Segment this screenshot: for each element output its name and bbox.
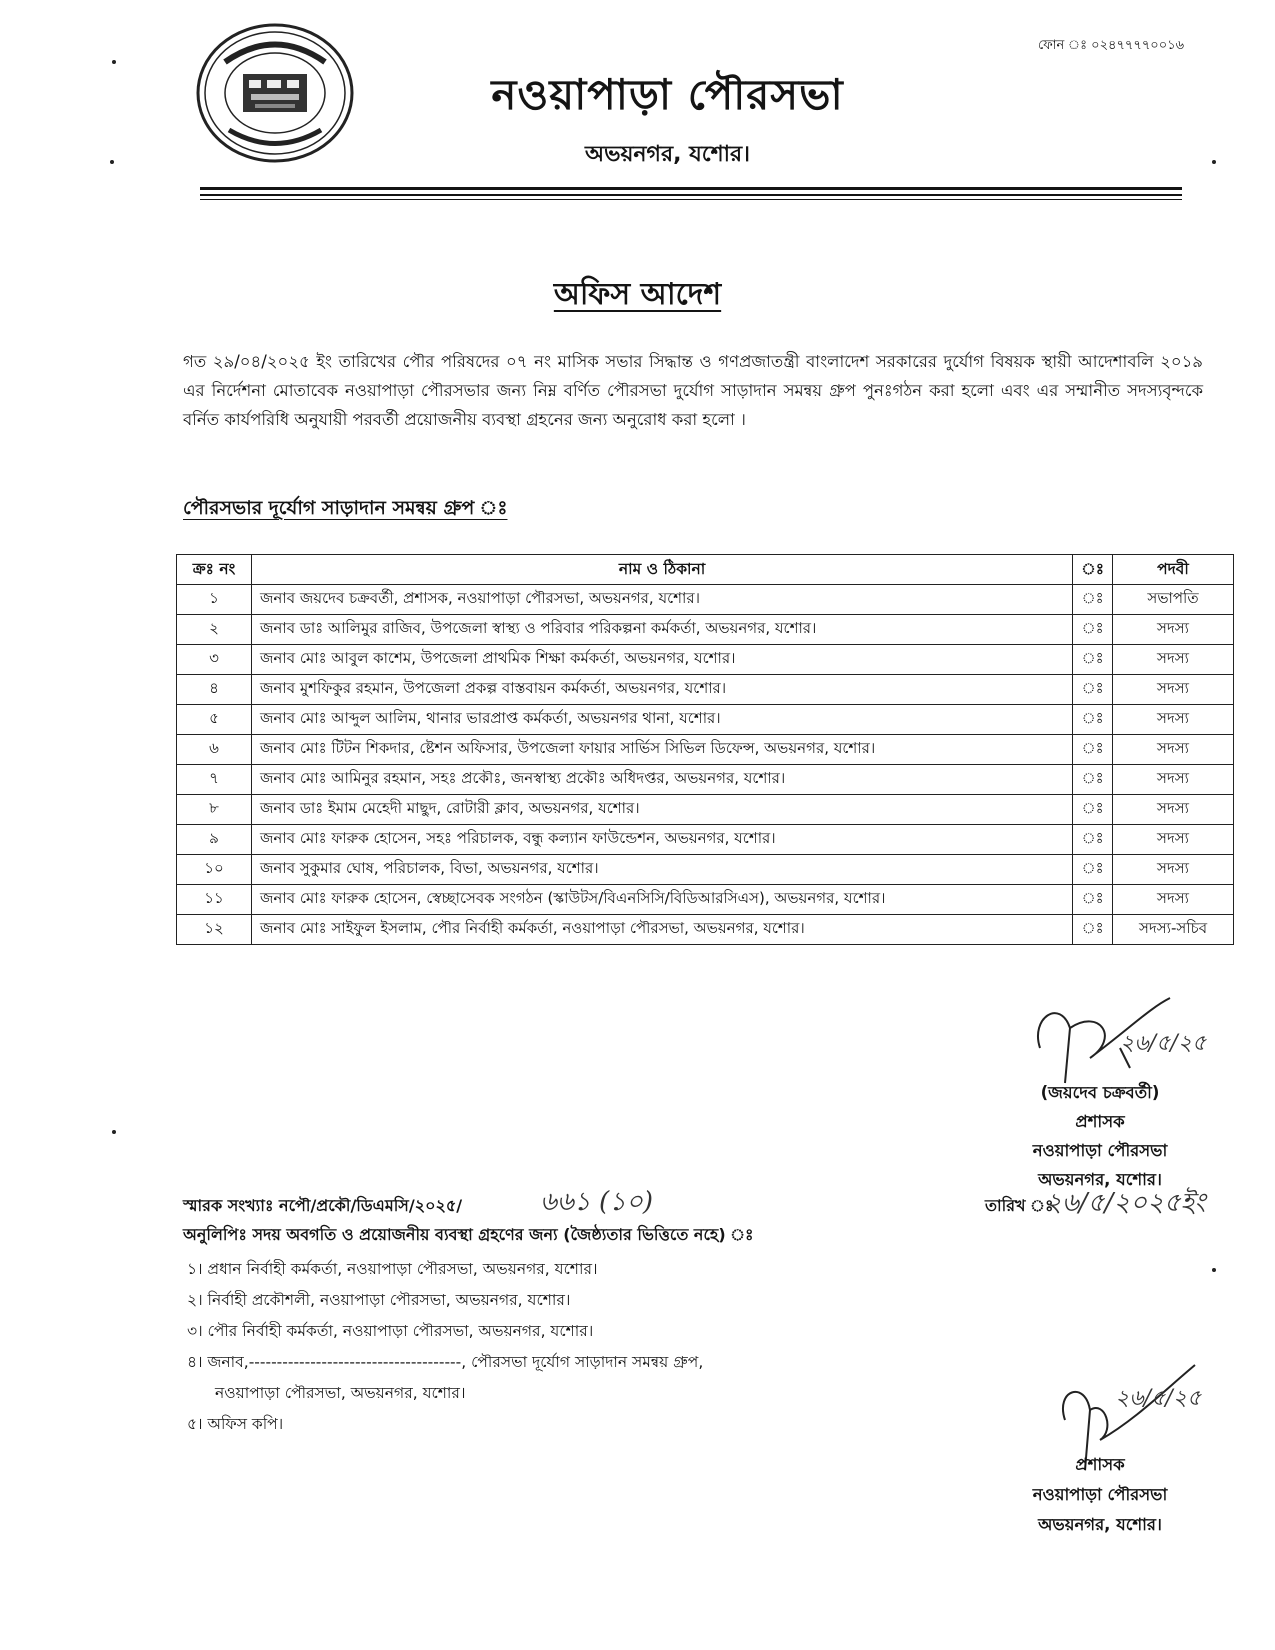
signatory-address-2: অভয়নগর, যশোর। (1038, 1515, 1162, 1534)
row-colon: ঃ (1073, 825, 1113, 855)
signatory-block-2 (1000, 1450, 1200, 1540)
row-serial: ১০ (177, 855, 252, 885)
table-row (177, 585, 1234, 615)
header-colon: ঃ (1073, 555, 1113, 585)
signatory-block-1 (1000, 1078, 1200, 1194)
row-colon: ঃ (1073, 615, 1113, 645)
row-designation: সদস্য (1113, 885, 1234, 915)
table-row (177, 645, 1234, 675)
row-designation: সদস্য-সচিব (1113, 915, 1234, 945)
row-name: জনাব ডাঃ আলিমুর রাজিব, উপজেলা স্বাস্থ্য ও পরিবার পরিকল্পনা কর্মকর্তা, অভয়নগর, যশোর। (252, 615, 1073, 645)
signature-date-handwriting: ২৬/৫/২৫ (1120, 1031, 1207, 1056)
cc-item: ১। প্রধান নির্বাহী কর্মকর্তা, নওয়াপাড়া পৌরসভা, অভয়নগর, যশোর। (187, 1260, 598, 1278)
table-row (177, 855, 1234, 885)
scan-speck (110, 160, 114, 164)
row-name: জনাব মোঃ সাইফুল ইসলাম, পৌর নির্বাহী কর্মকর্তা, নওয়াপাড়া পৌরসভা, অভয়নগর, যশোর। (252, 915, 1073, 945)
row-serial: ২ (177, 615, 252, 645)
table-row (177, 795, 1234, 825)
table-row (177, 705, 1234, 735)
scan-speck (112, 1130, 116, 1134)
memo-number-label: স্মারক সংখ্যাঃ নপৌ/প্রকৌ/ডিএমসি/২০২৫/ (183, 1196, 463, 1215)
row-name: জনাব জয়দেব চক্রবর্তী, প্রশাসক, নওয়াপাড়া পৌরসভা, অভয়নগর, যশোর। (252, 585, 1073, 615)
section-heading: পৌরসভার দূর্যোগ সাড়াদান সমন্বয় গ্রুপ ঃ (183, 497, 508, 519)
row-colon: ঃ (1073, 915, 1113, 945)
date-handwritten: ২৬/৫/২০২৫ইং (1045, 1188, 1206, 1218)
header-designation: পদবী (1113, 555, 1234, 585)
row-colon: ঃ (1073, 855, 1113, 885)
row-serial: ৬ (177, 735, 252, 765)
row-colon: ঃ (1073, 795, 1113, 825)
row-serial: ৭ (177, 765, 252, 795)
row-designation: সভাপতি (1113, 585, 1234, 615)
row-colon: ঃ (1073, 885, 1113, 915)
table-row (177, 825, 1234, 855)
organization-address: অভয়নগর, যশোর। (585, 142, 750, 167)
cc-item: ৫। অফিস কপি। (187, 1415, 284, 1433)
row-designation: সদস্য (1113, 825, 1234, 855)
cc-heading: অনুলিপিঃ সদয় অবগতি ও প্রয়োজনীয় ব্যবস্থা গ্রহণের জন্য (জৈষ্ঠ্যতার ভিত্তিতে নহে) ঃ (183, 1225, 754, 1244)
row-name: জনাব মোঃ আমিনুর রহমান, সহঃ প্রকৌঃ, জনস্বাস্থ্য প্রকৌঃ অধিদপ্তর, অভয়নগর, যশোর। (252, 765, 1073, 795)
row-designation: সদস্য (1113, 765, 1234, 795)
signatory-organization: নওয়াপাড়া পৌরসভা (1032, 1141, 1168, 1160)
table-row (177, 735, 1234, 765)
row-name: জনাব মোঃ ফারুক হোসেন, সহঃ পরিচালক, বন্ধু কল্যান ফাউন্ডেশন, অভয়নগর, যশোর। (252, 825, 1073, 855)
row-name: জনাব মোঃ ফারুক হোসেন, স্বেচ্ছাসেবক সংগঠন (স্কাউটস/বিএনসিসি/বিডিআরসিএস), অভয়নগর, যশোর। (252, 885, 1073, 915)
row-colon: ঃ (1073, 705, 1113, 735)
signatory-address: অভয়নগর, যশোর। (1038, 1170, 1162, 1189)
header-rule-thin (200, 199, 1182, 200)
header-serial: ক্রঃ নং (177, 555, 252, 585)
row-name: জনাব মোঃ টিটন শিকদার, ষ্টেশন অফিসার, উপজেলা ফায়ার সার্ভিস সিভিল ডিফেন্স, অভয়নগর, যশোর। (252, 735, 1073, 765)
intro-paragraph: গত ২৯/০৪/২০২৫ ইং তারিখের পৌর পরিষদের ০৭ নং মাসিক সভার সিদ্ধান্ত ও গণপ্রজাতন্ত্রী বাংলাদেশ সরকারের দুর্যোগ বিষয়ক স্থায়ী আদেশাবলি ২০১৯ এর নির্দেশনা মোতাবেক নওয়াপাড়া পৌরসভার জন্য নিম্ন বর্ণিত পৌরসভা দুর্যোগ সাড়াদান সমন্বয় গ্রুপ পুনঃগঠন করা হলো এবং এর সম্মানীত সদস্যবৃন্দকে বর্নিত কার্যপরিধি অনুযায়ী পরবর্তী প্রয়োজনীয় ব্যবস্থা গ্রহনের জন্য অনুরোধ করা হলো । (183, 352, 1203, 429)
table-row (177, 615, 1234, 645)
cc-list (187, 1254, 703, 1440)
signatory-designation: প্রশাসক (1075, 1112, 1125, 1131)
row-designation: সদস্য (1113, 855, 1234, 885)
row-designation: সদস্য (1113, 705, 1234, 735)
row-designation: সদস্য (1113, 675, 1234, 705)
table-row (177, 885, 1234, 915)
row-serial: ৩ (177, 645, 252, 675)
members-table (176, 554, 1234, 945)
scan-speck (1212, 160, 1216, 164)
signature-date-handwriting-2: ২৬/৫/২৫ (1115, 1386, 1202, 1411)
row-serial: ৮ (177, 795, 252, 825)
cc-item: ২। নির্বাহী প্রকৌশলী, নওয়াপাড়া পৌরসভা, অভয়নগর, যশোর। (187, 1291, 571, 1309)
row-designation: সদস্য (1113, 645, 1234, 675)
scan-speck (1212, 1268, 1216, 1272)
row-serial: ৫ (177, 705, 252, 735)
table-row (177, 675, 1234, 705)
phone-number: ফোন ঃ ০২৪৭৭৭৭০০১৬ (1038, 38, 1185, 53)
row-colon: ঃ (1073, 735, 1113, 765)
row-serial: ৯ (177, 825, 252, 855)
table-row (177, 765, 1234, 795)
row-serial: ১ (177, 585, 252, 615)
header-rule-mid (200, 194, 1182, 196)
row-name: জনাব ডাঃ ইমাম মেহেদী মাছুদ, রোটারী ক্লাব, অভয়নগর, যশোর। (252, 795, 1073, 825)
row-designation: সদস্য (1113, 795, 1234, 825)
row-colon: ঃ (1073, 645, 1113, 675)
row-serial: ১২ (177, 915, 252, 945)
document-title (0, 270, 1275, 321)
signatory-name: (জয়দেব চক্রবর্তী) (1040, 1083, 1160, 1102)
row-designation: সদস্য (1113, 735, 1234, 765)
table-row (177, 915, 1234, 945)
memo-number-handwritten: ৬৬১ (১০) (540, 1187, 654, 1217)
table-header-row (177, 555, 1234, 585)
row-serial: ১১ (177, 885, 252, 915)
organization-name: নওয়াপাড়া পৌরসভা (491, 70, 844, 119)
date-label: তারিখ ঃ (985, 1196, 1054, 1215)
header-name-address: নাম ও ঠিকানা (252, 555, 1073, 585)
row-name: জনাব মোঃ আবুল কাশেম, উপজেলা প্রাথমিক শিক্ষা কর্মকর্তা, অভয়নগর, যশোর। (252, 645, 1073, 675)
header-rule-thick (200, 187, 1182, 190)
row-name: জনাব সুকুমার ঘোষ, পরিচালক, বিভা, অভয়নগর, যশোর। (252, 855, 1073, 885)
row-colon: ঃ (1073, 765, 1113, 795)
scan-speck (112, 60, 116, 64)
row-colon: ঃ (1073, 585, 1113, 615)
cc-item: ৪। জনাব,--------------------------------------, পৌরসভা দূর্যোগ সাড়াদান সমন্বয় গ্রুপ, (187, 1353, 704, 1371)
row-designation: সদস্য (1113, 615, 1234, 645)
signatory-designation-2: প্রশাসক (1075, 1455, 1125, 1474)
row-name: জনাব মুশফিকুর রহমান, উপজেলা প্রকল্প বাস্তবায়ন কর্মকর্তা, অভয়নগর, যশোর। (252, 675, 1073, 705)
document-title-text: অফিস আদেশ (553, 277, 722, 312)
cc-item-continuation: নওয়াপাড়া পৌরসভা, অভয়নগর, যশোর। (215, 1384, 466, 1402)
signatory-organization-2: নওয়াপাড়া পৌরসভা (1032, 1485, 1168, 1504)
cc-item: ৩। পৌর নির্বাহী কর্মকর্তা, নওয়াপাড়া পৌরসভা, অভয়নগর, যশোর। (187, 1322, 594, 1340)
row-serial: ৪ (177, 675, 252, 705)
row-name: জনাব মোঃ আব্দুল আলিম, থানার ভারপ্রাপ্ত কর্মকর্তা, অভয়নগর থানা, যশোর। (252, 705, 1073, 735)
row-colon: ঃ (1073, 675, 1113, 705)
